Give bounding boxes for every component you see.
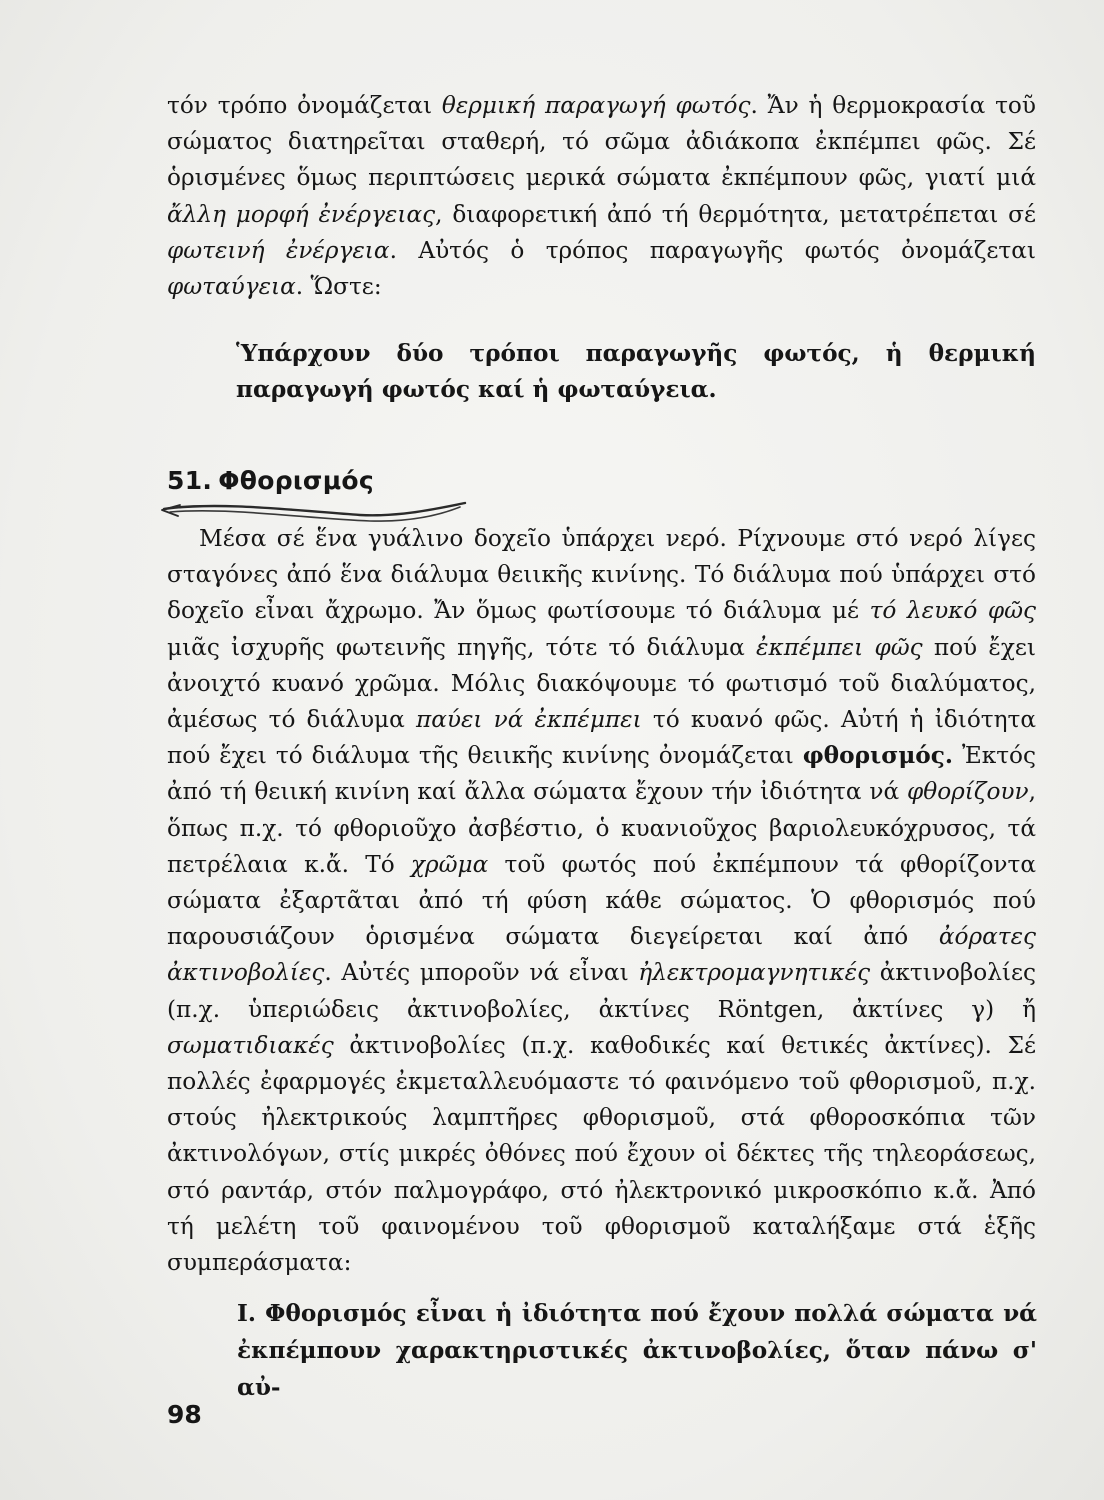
text-run: τό κυανό φῶς. Αὐτή ἡ ἰδιότητα πού ἔχει τό διάλυμα τῆς θειικῆς κινίνης ὀνομάζεται bbox=[167, 706, 1037, 770]
text-run: . Αὐτές μποροῦν νά εἶναι bbox=[324, 959, 639, 987]
text-run: , ὅπως π.χ. τό φθοριοῦχο ἀσβέστιο, ὁ κυανιοῦχος βαριολευκόχρυσος, τά πετρέλαια κ.ἄ. Τό bbox=[167, 778, 1036, 878]
conclusion-two-ways: Ὑπάρχουν δύο τρόποι παραγωγῆς φωτός, ἡ θερμική παραγωγή φωτός καί ἡ φωταύγεια. bbox=[236, 340, 1036, 404]
text-run: , διαφορετική ἀπό τή θερμότητα, μετατρέπεται σέ bbox=[435, 200, 1036, 228]
italic-term: θερμική παραγωγή φωτός bbox=[441, 92, 751, 119]
bold-term: φθορισμός. bbox=[802, 742, 953, 770]
text-run: ἀκτινοβολίες (π.χ. καθοδικές καί θετικές ἀκτίνες). Σέ πολλές ἐφαρμογές ἐκμεταλλευόμαστε τό φαινόμενο τοῦ φθορισμοῦ, π.χ. στούς ἠλεκτρικούς λαμπτῆρες φθορισμοῦ, στά φθοροσκόπια τῶν ἀκτινολόγων, στίς μικρές ὀθόνες πού ἔχουν οἱ δέκτες τῆς τηλεοράσεως, στό ραντάρ, στόν παλμογράφο, στό ἠλεκτρονικό μικροσκόπιο κ.ἄ. Ἀπό τή μελέτη τοῦ φαινομένου τοῦ φθορισμοῦ καταλήξαμε στά ἑξῆς συμπεράσματα: bbox=[167, 1031, 1036, 1277]
text-run: μιᾶς ἰσχυρῆς φωτεινῆς πηγῆς, τότε τό διάλυμα bbox=[167, 633, 757, 661]
text-run: . Αὐτός ὁ τρόπος παραγωγῆς φωτός ὀνομάζεται bbox=[389, 236, 1036, 264]
italic-term: ἠλεκτρομαγνητικές bbox=[638, 959, 871, 987]
section-number: 51. bbox=[167, 466, 213, 495]
text-run: Ἐκτός ἀπό τή θειική κινίνη καί ἄλλα σώματα ἔχουν τήν ἰδιότητα νά bbox=[167, 742, 1037, 806]
italic-term: τό λευκό φῶς bbox=[869, 597, 1036, 625]
text-run: . Ἄν ἡ θερμοκρασία τοῦ σώματος διατηρεῖται σταθερή, τό σῶμα ἀδιάκοπα ἐκπέμπει φῶς. Σέ ὁρισμένες ὅμως περιπτώσεις μερικά σώματα ἐκπέμπουν φῶς, γιατί μιά bbox=[167, 92, 1036, 192]
italic-term: ἄλλη μορφή ἐνέργειας bbox=[167, 200, 436, 228]
text-run: τοῦ φωτός πού ἐκπέμπουν τά φθορίζοντα σώματα ἐξαρτᾶται ἀπό τή φύση κάθε σώματος. Ὁ φθορισμός πού παρουσιάζουν ὁρισμένα σώματα διεγείρεται καί ἀπό bbox=[167, 850, 1036, 951]
italic-term: φθορίζουν bbox=[907, 778, 1029, 806]
section-title: Φθορισμός bbox=[218, 466, 374, 495]
italic-term: ἀόρατες ἀκτινοβολίες bbox=[167, 923, 1036, 987]
italic-term: παύει νά ἐκπέμπει bbox=[415, 706, 642, 734]
text-run: τόν τρόπο ὀνομάζεται bbox=[167, 92, 442, 119]
italic-term: σωματιδιακές bbox=[167, 1031, 334, 1059]
paragraph-fluorescence bbox=[167, 521, 1036, 1281]
conclusion-fluorescence-definition: I. Φθορισμός εἶναι ἡ ἰδιότητα πού ἔχουν πολλά σώματα νά ἐκπέμπουν χαρακτηριστικές ἀκτινοβολίες, ὅταν πάνω σ' αὐ- bbox=[237, 1300, 1037, 1401]
page-number: 98 bbox=[167, 1400, 202, 1429]
italic-term: ἐκπέμπει φῶς bbox=[756, 633, 923, 661]
text-run: πού ἔχει ἀνοιχτό κυανό χρῶμα. Μόλις διακόψουμε τό φωτισμό τοῦ διαλύματος, ἀμέσως τό διάλυμα bbox=[167, 633, 1036, 734]
text-run: ἀκτινοβολίες (π.χ. ὑπεριώδεις ἀκτινοβολίες, ἀκτίνες Röntgen, ἀκτίνες γ) ἤ bbox=[167, 959, 1036, 1023]
italic-term: φωταύγεια bbox=[167, 273, 296, 301]
italic-term: χρῶμα bbox=[410, 850, 489, 878]
text-run: Μέσα σέ ἕνα γυάλινο δοχεῖο ὑπάρχει νερό. Ρίχνουμε στό νερό λίγες σταγόνες ἀπό ἕνα διάλυμα θειικῆς κινίνης. Τό διάλυμα πού ὑπάρχει στό δοχεῖο εἶναι ἄχρωμο. Ἄν ὅμως φωτίσουμε τό διάλυμα μέ bbox=[167, 525, 1036, 625]
paragraph-light-production bbox=[167, 88, 1036, 305]
text-run: . Ὥστε: bbox=[295, 273, 382, 301]
italic-term: φωτεινή ἐνέργεια bbox=[167, 236, 390, 264]
section-heading bbox=[167, 465, 374, 497]
